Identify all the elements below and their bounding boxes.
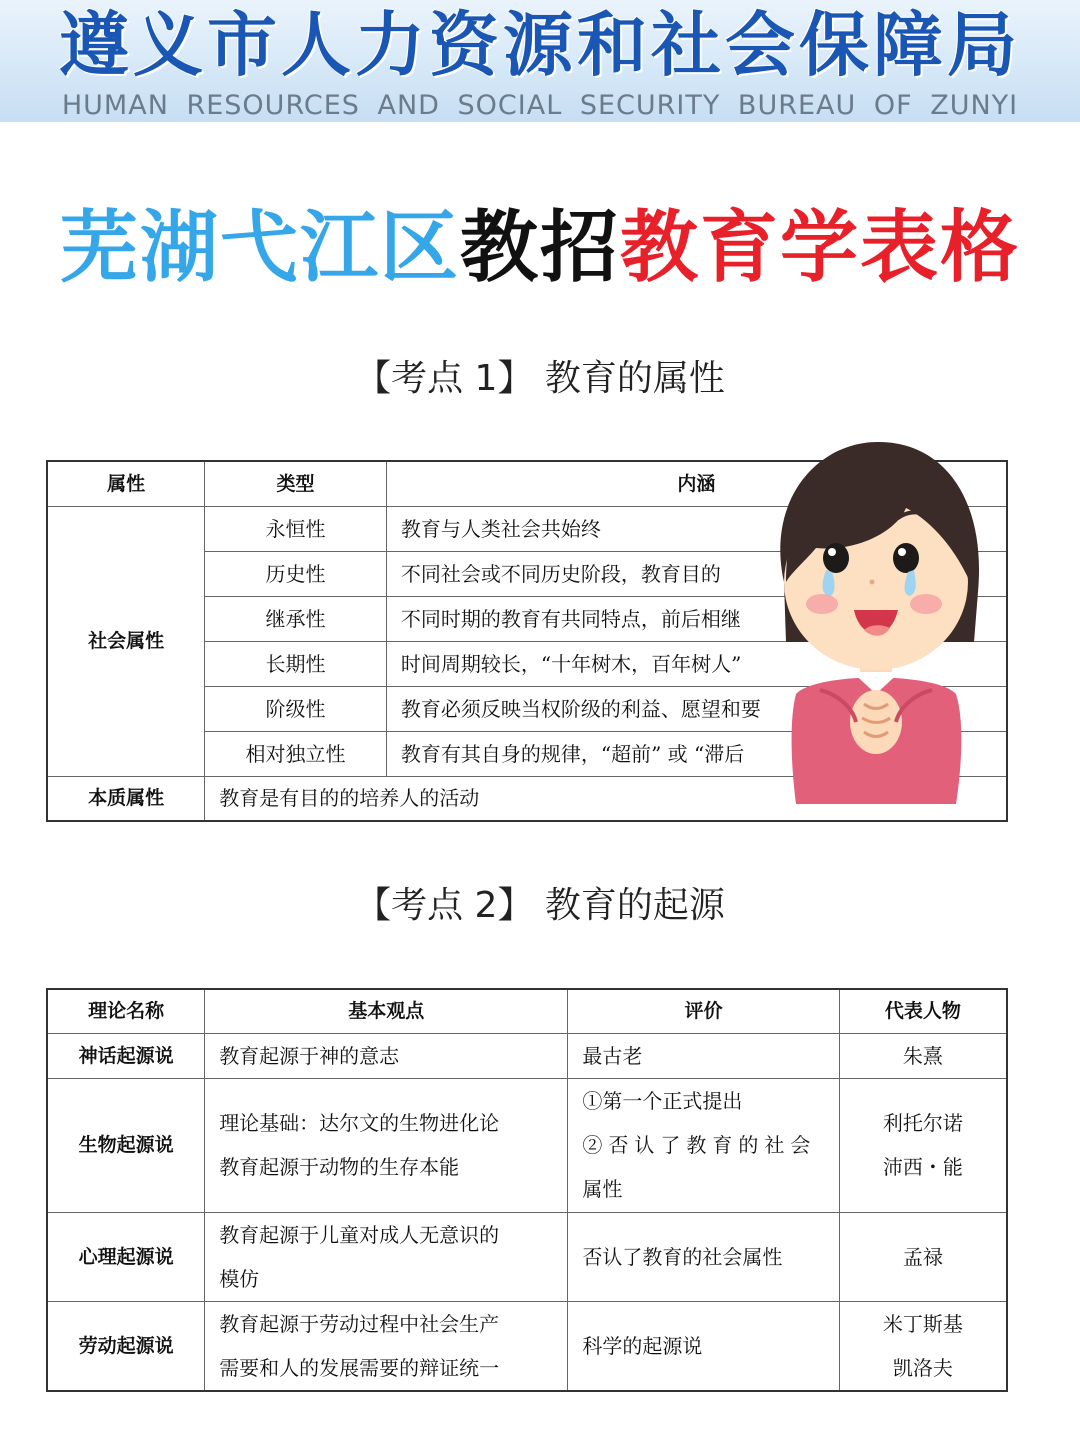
representative-cell (839, 1301, 1007, 1391)
evaluation-line: 最古老 (582, 1043, 643, 1068)
evaluation-cell (568, 1033, 839, 1078)
col-header-representative: 代表人物 (839, 989, 1007, 1033)
theory-name-cell: 劳动起源说 (47, 1301, 205, 1391)
table-row (47, 1078, 1007, 1212)
meaning-cell: 教育有其自身的规律，“超前” 或 “滞后 (386, 731, 1007, 776)
evaluation-line: 属性 (582, 1177, 623, 1201)
evaluation-line: ①第一个正式提出 (582, 1089, 743, 1113)
bureau-title: 遵义市人力资源和社会保障局 (59, 4, 1021, 86)
col-header-evaluation: 评价 (568, 989, 839, 1033)
view-line: 教育起源于动物的生存本能 (219, 1155, 460, 1179)
table-row (47, 1033, 1007, 1078)
essential-attribute-label: 本质属性 (47, 776, 205, 821)
table-header-row (47, 989, 1007, 1033)
col-header-view: 基本观点 (205, 989, 568, 1033)
meaning-cell: 不同社会或不同历史阶段，教育目的 (386, 551, 1007, 596)
view-line: 模仿 (219, 1266, 260, 1291)
evaluation-line: 科学的起源说 (582, 1333, 703, 1358)
bureau-subtitle: HUMAN RESOURCES AND SOCIAL SECURITY BUREAU OF ZUNYI (61, 90, 1019, 121)
view-cell (205, 1078, 568, 1212)
type-cell: 相对独立性 (205, 731, 387, 776)
meaning-cell: 教育必须反映当权阶级的利益、愿望和要 (386, 686, 1007, 731)
view-line: 教育起源于儿童对成人无意识的 (219, 1222, 500, 1247)
title-subject: 教育学表格 (620, 203, 1021, 293)
title-region: 芜湖弋江区 (59, 203, 460, 293)
evaluation-line: ②否认了教育的社会 (582, 1133, 817, 1157)
table-row (47, 1212, 1007, 1301)
social-attribute-label: 社会属性 (47, 506, 205, 776)
type-cell: 长期性 (205, 641, 387, 686)
evaluation-cell (568, 1078, 839, 1212)
type-cell: 永恒性 (205, 506, 387, 551)
section1-heading: 【考点 1】 教育的属性 (355, 358, 725, 399)
representative-name: 凯洛夫 (892, 1355, 953, 1380)
header-banner (0, 0, 1080, 122)
evaluation-cell (568, 1212, 839, 1301)
essential-meaning-cell: 教育是有目的的培养人的活动 (205, 776, 1007, 821)
type-cell: 阶级性 (205, 686, 387, 731)
meaning-cell: 不同时期的教育有共同特点，前后相继 (386, 596, 1007, 641)
representative-name: 朱熹 (902, 1043, 943, 1068)
crying-girl-illustration (756, 432, 996, 804)
view-cell (205, 1212, 568, 1301)
meaning-cell: 教育与人类社会共始终 (386, 506, 1007, 551)
meaning-cell: 时间周期较长，“十年树木，百年树人” (386, 641, 1007, 686)
section2-heading: 【考点 2】 教育的起源 (355, 885, 725, 926)
view-line: 教育起源于神的意志 (219, 1043, 400, 1068)
col-header-type: 类型 (205, 461, 387, 506)
type-cell: 继承性 (205, 596, 387, 641)
table-row (47, 1301, 1007, 1391)
view-cell (205, 1301, 568, 1391)
view-line: 理论基础：达尔文的生物进化论 (219, 1111, 500, 1135)
evaluation-line: 否认了教育的社会属性 (582, 1244, 783, 1269)
view-cell (205, 1033, 568, 1078)
representative-cell (839, 1212, 1007, 1301)
representative-name: 利托尔诺 (882, 1111, 963, 1135)
col-header-attribute: 属性 (47, 461, 205, 506)
view-line: 教育起源于劳动过程中社会生产 (219, 1311, 500, 1336)
representative-name: 米丁斯基 (882, 1311, 963, 1336)
theory-name-cell: 心理起源说 (47, 1212, 205, 1301)
view-line: 需要和人的发展需要的辩证统一 (219, 1355, 500, 1380)
col-header-meaning: 内涵 (386, 461, 1007, 506)
origins-table (46, 988, 1008, 1392)
theory-name-cell: 神话起源说 (47, 1033, 205, 1078)
type-cell: 历史性 (205, 551, 387, 596)
representative-name: 孟禄 (902, 1244, 943, 1269)
page-title (0, 198, 1080, 298)
evaluation-cell (568, 1301, 839, 1391)
col-header-theory: 理论名称 (47, 989, 205, 1033)
title-exam: 教招 (459, 203, 620, 293)
representative-cell (839, 1078, 1007, 1212)
representative-name: 沛西・能 (882, 1155, 963, 1179)
representative-cell (839, 1033, 1007, 1078)
theory-name-cell: 生物起源说 (47, 1078, 205, 1212)
